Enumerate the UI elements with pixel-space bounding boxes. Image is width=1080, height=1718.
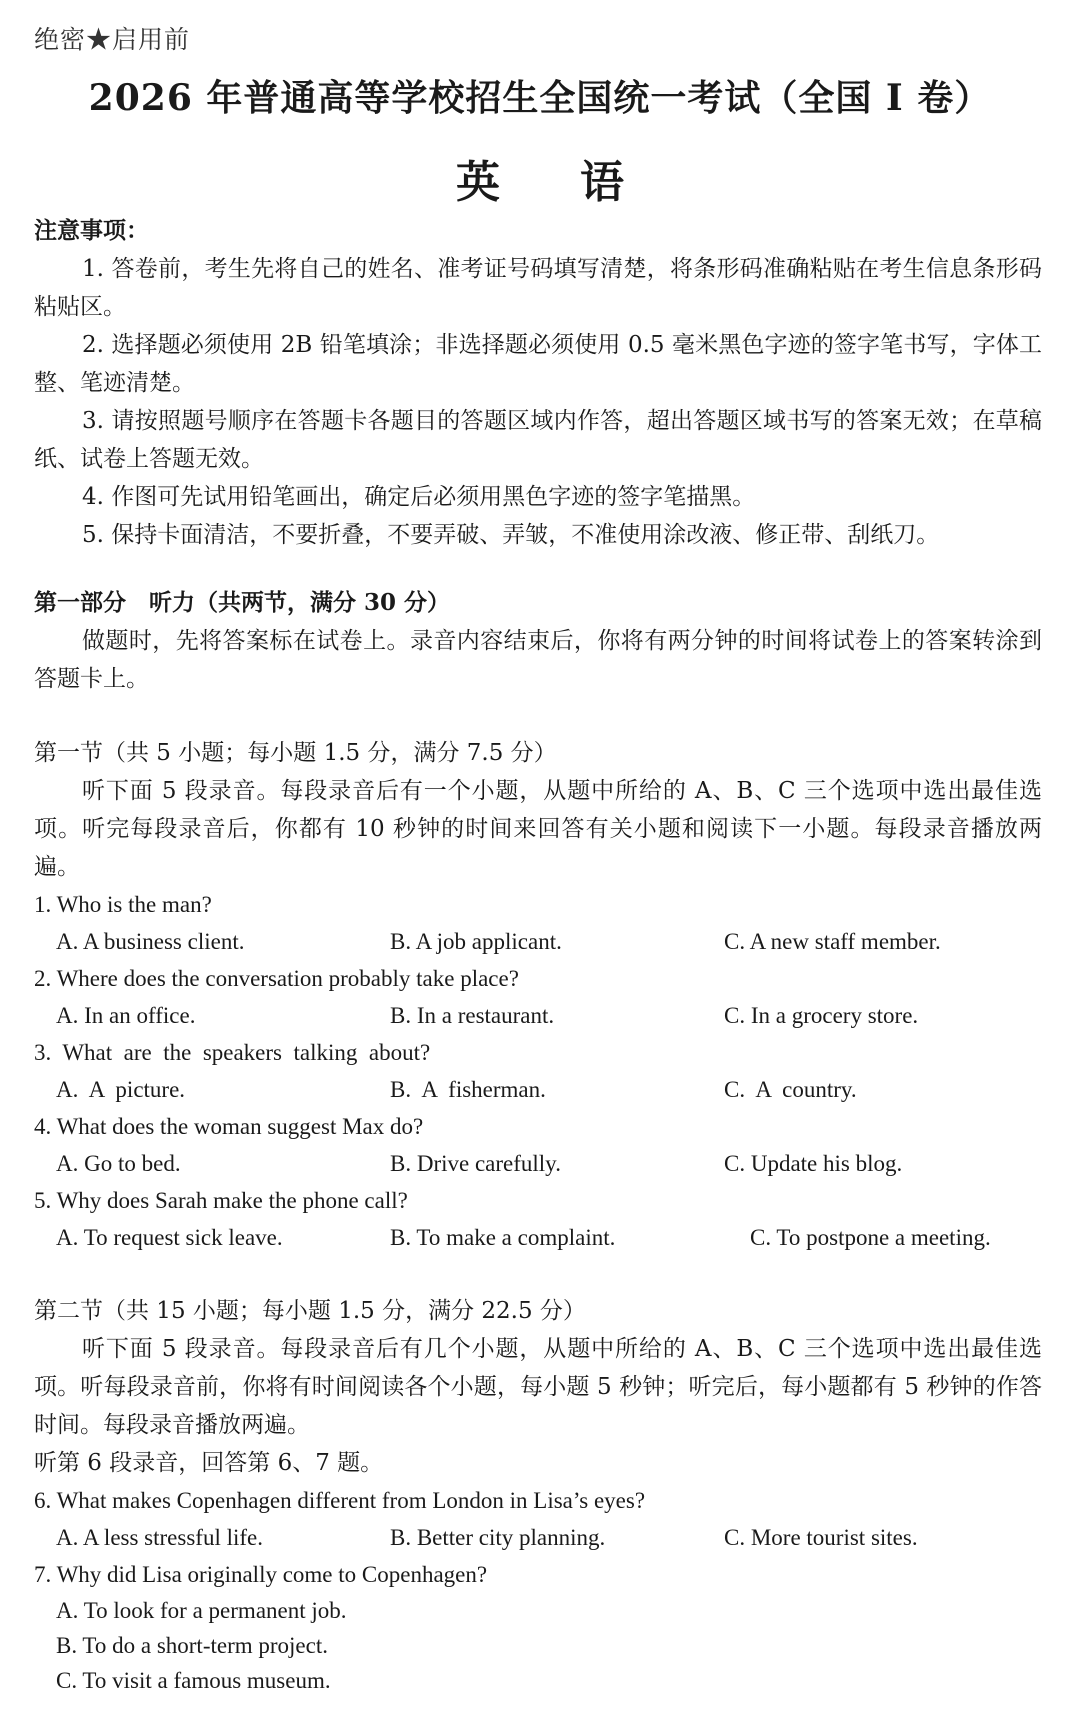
notes-heading: 注意事项： <box>34 217 149 244</box>
question-text: 5. Why does Sarah make the phone call? <box>34 1188 408 1213</box>
question-text: 2. Where does the conversation probably take place? <box>34 966 519 991</box>
option-b: B. To do a short-term project. <box>56 1633 328 1658</box>
section1-heading: 第一节（共 5 小题；每小题 1.5 分，满分 7.5 分） <box>34 740 557 766</box>
note-item: 4. 作图可先试用铅笔画出，确定后必须用黑色字迹的签字笔描黑。 <box>82 484 756 510</box>
option-a: A. Go to bed. <box>56 1151 181 1176</box>
option-b: B. A fisherman. <box>390 1077 546 1102</box>
option-b: B. A job applicant. <box>390 929 562 954</box>
option-b: B. To make a complaint. <box>390 1225 616 1250</box>
confidential-label: 绝密★启用前 <box>34 25 191 54</box>
question-6 <box>34 1482 1042 1556</box>
option-a: A. A less stressful life. <box>56 1525 263 1550</box>
options <box>34 1219 1042 1256</box>
option-c: C. To postpone a meeting. <box>750 1225 991 1250</box>
subject-title: 英语 <box>456 157 704 208</box>
option-b: B. Drive carefully. <box>390 1151 561 1176</box>
options <box>34 923 1042 960</box>
question-1 <box>34 886 1042 960</box>
question-4 <box>34 1108 1042 1182</box>
note-item: 3. 请按照题号顺序在答题卡各题目的答题区域内作答，超出答题区域书写的答案无效；在草稿纸、试卷上答题无效。 <box>34 408 1042 472</box>
question-text: 1. Who is the man? <box>34 892 212 917</box>
question-3 <box>34 1034 1042 1108</box>
question-text: 7. Why did Lisa originally come to Copenhagen? <box>34 1562 488 1587</box>
question-5 <box>34 1182 1042 1256</box>
section1-instruction: 听下面 5 段录音。每段录音后有一个小题，从题中所给的 A、B、C 三个选项中选出最佳选项。听完每段录音后，你都有 10 秒钟的时间来回答有关小题和阅读下一小题。每段录音播放两遍。 <box>34 778 1042 880</box>
question-7 <box>34 1556 1042 1698</box>
option-a: A. A business client. <box>56 929 245 954</box>
note-item: 5. 保持卡面清洁，不要折叠，不要弄破、弄皱，不准使用涂改液、修正带、刮纸刀。 <box>82 522 940 548</box>
section2-heading: 第二节（共 15 小题；每小题 1.5 分，满分 22.5 分） <box>34 1298 586 1324</box>
part1-heading: 第一部分 听力（共两节，满分 30 分） <box>34 589 451 616</box>
exam-title: 2026 年普通高等学校招生全国统一考试（全国 I 卷） <box>88 77 992 119</box>
option-b: B. Better city planning. <box>390 1525 606 1550</box>
question-text: 4. What does the woman suggest Max do? <box>34 1114 424 1139</box>
options <box>34 997 1042 1034</box>
question-2 <box>34 960 1042 1034</box>
option-a: A. To request sick leave. <box>56 1225 283 1250</box>
option-c: C. In a grocery store. <box>724 1003 919 1028</box>
note-item: 1. 答卷前，考生先将自己的姓名、准考证号码填写清楚，将条形码准确粘贴在考生信息条形码粘贴区。 <box>34 256 1042 320</box>
option-c: C. To visit a famous museum. <box>56 1668 331 1693</box>
option-c: C. More tourist sites. <box>724 1525 918 1550</box>
options <box>34 1145 1042 1182</box>
options <box>34 1519 1042 1556</box>
option-c: C. A new staff member. <box>724 929 941 954</box>
option-a: A. In an office. <box>56 1003 196 1028</box>
option-b: B. In a restaurant. <box>390 1003 555 1028</box>
exam-body <box>34 212 1042 1698</box>
option-c: C. Update his blog. <box>724 1151 903 1176</box>
option-a: A. To look for a permanent job. <box>56 1598 347 1623</box>
part1-instruction: 做题时，先将答案标在试卷上。录音内容结束后，你将有两分钟的时间将试卷上的答案转涂到答题卡上。 <box>34 628 1042 692</box>
question-text: 6. What makes Copenhagen different from London in Lisa’s eyes? <box>34 1488 646 1513</box>
question-text: 3. What are the speakers talking about? <box>34 1040 431 1065</box>
option-a: A. A picture. <box>56 1077 186 1102</box>
section2-instruction: 听下面 5 段录音。每段录音后有几个小题，从题中所给的 A、B、C 三个选项中选出最佳选项。听每段录音前，你将有时间阅读各个小题，每小题 5 秒钟；听完后，每小题都有 5 秒钟的作答时间。每段录音播放两遍。 <box>34 1336 1042 1438</box>
option-c: C. A country. <box>724 1077 857 1102</box>
note-item: 2. 选择题必须使用 2B 铅笔填涂；非选择题必须使用 0.5 毫米黑色字迹的签字笔书写，字体工整、笔迹清楚。 <box>34 332 1042 396</box>
options <box>34 1071 1042 1108</box>
segment-instruction: 听第 6 段录音，回答第 6、7 题。 <box>34 1450 384 1476</box>
